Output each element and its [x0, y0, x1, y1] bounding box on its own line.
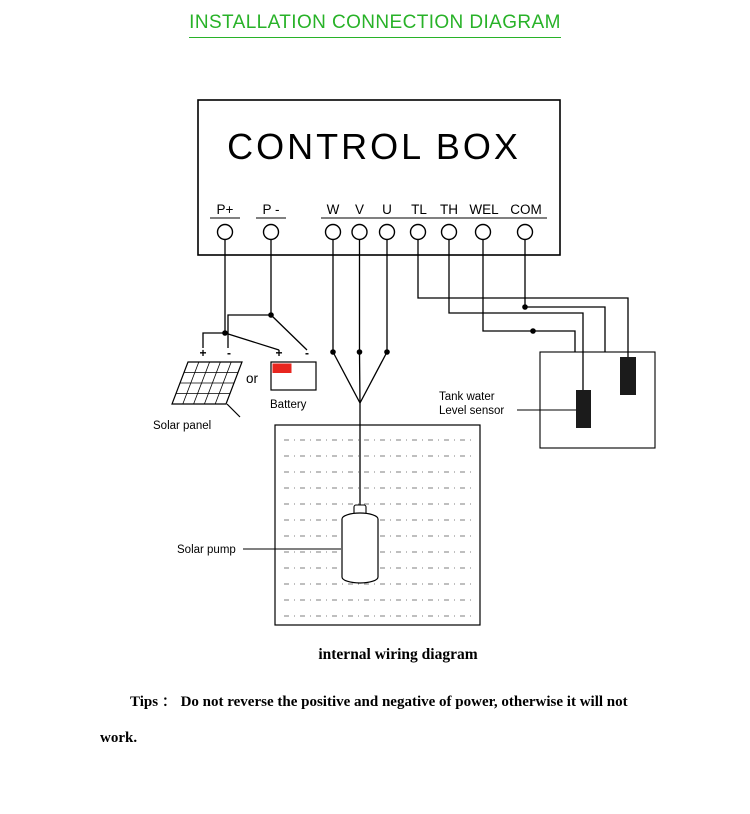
solar-minus-sign: -: [227, 346, 231, 360]
or-label: or: [246, 371, 259, 386]
terminal-label: P -: [262, 202, 280, 217]
battery-red-cell: [273, 364, 292, 374]
wire-p-plus: [203, 240, 279, 350]
solar-panel-label: Solar panel: [153, 420, 212, 432]
tips-note: [100, 684, 700, 756]
terminal-circle: [218, 225, 233, 240]
battery-plus-sign: +: [275, 346, 283, 360]
terminal-label: V: [354, 202, 365, 217]
terminal-circle: [380, 225, 395, 240]
sensor-electrode-low: [576, 390, 591, 428]
terminal-circle: [326, 225, 341, 240]
terminal-circle: [411, 225, 426, 240]
sensor-electrode-high: [620, 357, 636, 395]
tips-line1: Tips ： Do not reverse the positive and negative of power, otherwise it will not: [130, 694, 628, 710]
terminal-circle: [352, 225, 367, 240]
pump-body: [342, 519, 378, 583]
wire-v: [360, 240, 361, 403]
battery: [270, 346, 316, 411]
battery-minus-sign: -: [305, 346, 309, 360]
terminal-label: P+: [216, 202, 234, 217]
terminal-circle: [264, 225, 279, 240]
terminal-circle: [518, 225, 533, 240]
terminal-circle: [442, 225, 457, 240]
terminal-label: COM: [510, 202, 542, 217]
sensor-label-line1: Tank water: [439, 391, 495, 403]
sensor-box: [540, 352, 655, 448]
solar-panel: [153, 346, 242, 432]
terminal-label: W: [326, 202, 340, 217]
wire-u: [360, 240, 387, 403]
wire-com: [525, 240, 605, 352]
wire-p-minus: [228, 240, 307, 350]
solar-pump-label: Solar pump: [177, 544, 236, 556]
level-sensor: [439, 352, 655, 448]
sensor-label-line2: Level sensor: [439, 405, 505, 417]
solar-plus-sign: +: [199, 346, 207, 360]
tips-line2: work.: [100, 730, 138, 746]
terminal-label: WEL: [469, 202, 499, 217]
battery-label: Battery: [270, 399, 307, 411]
page-title: INSTALLATION CONNECTION DIAGRAM: [189, 12, 561, 38]
terminal-label: TL: [411, 202, 427, 217]
terminal-label: U: [382, 202, 392, 217]
control-box-title: CONTROL BOX: [227, 126, 521, 167]
wire-wel: [483, 240, 575, 352]
wires: [203, 240, 628, 505]
terminal-label: TH: [440, 202, 458, 217]
terminal-circle: [476, 225, 491, 240]
wire-th: [449, 240, 583, 390]
diagram-caption: internal wiring diagram: [318, 646, 478, 663]
wire-w: [333, 240, 360, 403]
solar-panel-stand: [227, 404, 240, 417]
solar-pump: [177, 505, 378, 583]
